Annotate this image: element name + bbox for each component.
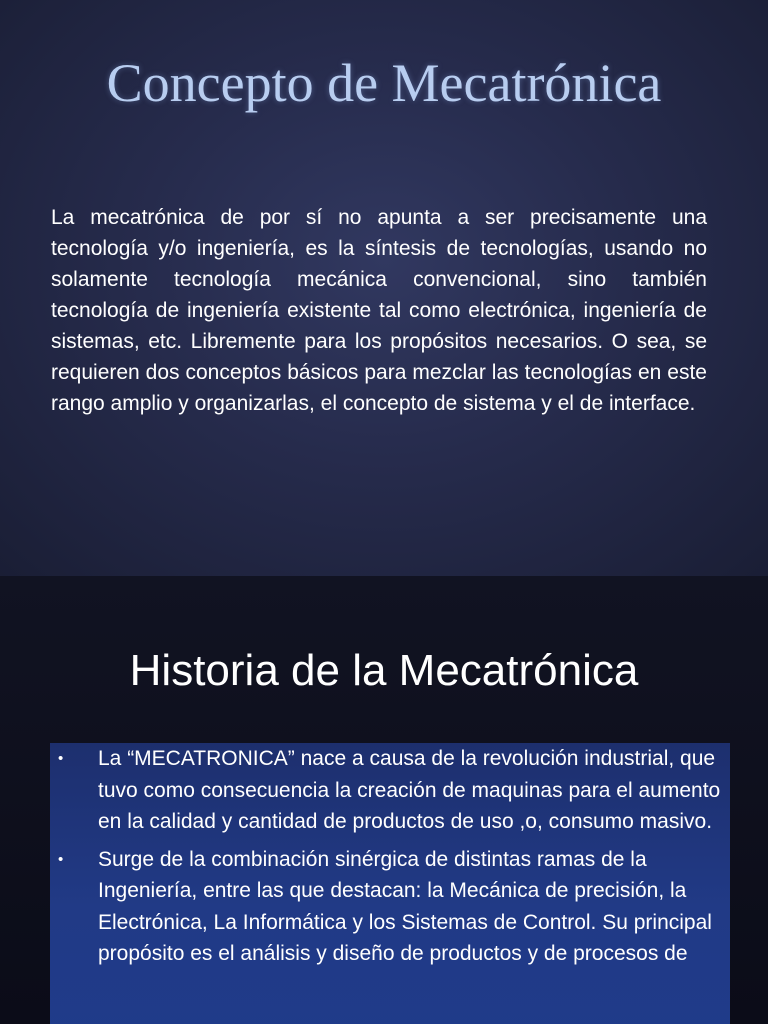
bullet-item (50, 743, 730, 838)
slide-body-text: La mecatrónica de por sí no apunta a ser precisamente una tecnología y/o ingeniería, es la síntesis de tecnologías, usando no solamente tecnología mecánica convencional, sino también tecnología de ingeniería existente tal como electrónica, ingeniería de sistemas, etc. Libremente para los propósitos necesarios. O sea, se requieren dos conceptos básicos para mezclar las tecnologías en este rango amplio y organizarlas, el concepto de sistema y el de interface. (51, 206, 707, 415)
bullet-list (50, 743, 730, 970)
bullet-item (50, 844, 730, 970)
bullet-icon: • (58, 750, 64, 767)
slide-historia (0, 576, 768, 1024)
slide-title: Concepto de Mecatrónica (106, 53, 662, 113)
slide-title: Historia de la Mecatrónica (129, 646, 639, 695)
bullet-icon: • (58, 850, 64, 868)
bullet-text: La “MECATRONICA” nace a causa de la revolución industrial, que tuvo como consecuencia la creación de maquinas para el aumento en la calidad y cantidad de productos de uso ,o, consumo masivo. (98, 747, 721, 833)
content-box (50, 743, 730, 1024)
bullet-text: Surge de la combinación sinérgica de distintas ramas de la Ingeniería, entre las que destacan: la Mecánica de precisión, la Electrónica, La Informática y los Sistemas de Control. Su principal propósito es el análisis y diseño de productos y de procesos de (98, 847, 712, 965)
